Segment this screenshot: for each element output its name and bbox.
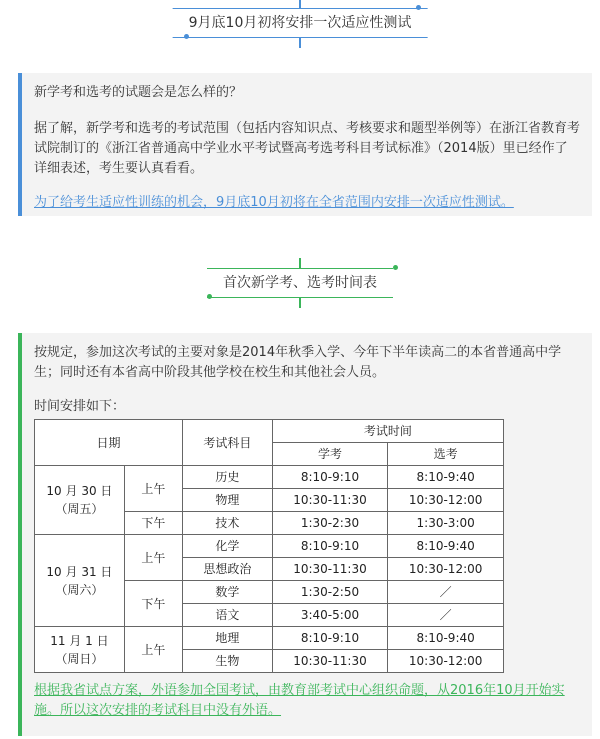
heading-dot — [184, 34, 189, 39]
section-heading-1 — [0, 0, 600, 60]
period-cell: 上午 — [124, 466, 182, 512]
exam-schedule-table — [34, 419, 504, 673]
xuankao-cell: 1:30-3:00 — [388, 512, 504, 535]
section-heading-text: 首次新学考、选考时间表 — [207, 268, 393, 298]
xuekao-cell: 1:30-2:50 — [272, 581, 388, 604]
heading-connector — [299, 38, 301, 48]
period-cell: 上午 — [124, 535, 182, 581]
subject-cell: 思想政治 — [183, 558, 273, 581]
date-cell — [35, 535, 125, 627]
heading-dot — [207, 294, 212, 299]
xuekao-cell: 8:10-9:10 — [272, 627, 388, 650]
xuankao-cell: 8:10-9:40 — [388, 535, 504, 558]
xuekao-cell: 8:10-9:10 — [272, 466, 388, 489]
xuekao-cell: 10:30-11:30 — [272, 650, 388, 673]
xuekao-cell: 10:30-11:30 — [272, 558, 388, 581]
date-line: 11 月 1 日 — [50, 633, 109, 648]
xuankao-cell: 8:10-9:40 — [388, 466, 504, 489]
header-date: 日期 — [35, 420, 183, 466]
question-text: 新学考和选考的试题会是怎么样的？ — [34, 85, 243, 100]
xuankao-cell: ／ — [388, 604, 504, 627]
xuekao-cell: 1:30-2:30 — [272, 512, 388, 535]
subject-cell: 生物 — [183, 650, 273, 673]
xuankao-cell: ／ — [388, 581, 504, 604]
xuekao-cell: 3:40-5:00 — [272, 604, 388, 627]
header-subject: 考试科目 — [183, 420, 273, 466]
heading-connector — [299, 258, 301, 268]
subject-cell: 数学 — [183, 581, 273, 604]
notice-link[interactable]: 为了给考生适应性训练的机会，9月底10月初将在全省范围内安排一次适应性测试。 — [34, 195, 514, 210]
info-panel-1 — [18, 73, 592, 216]
footnote-link[interactable]: 根据我省试点方案，外语参加全国考试，由教育部考试中心组织命题，从2016年10月开始实施。所以这次安排的考试科目中没有外语。 — [34, 683, 565, 718]
period-cell: 下午 — [124, 512, 182, 535]
xuankao-cell: 8:10-9:40 — [388, 627, 504, 650]
xuankao-cell: 10:30-12:00 — [388, 558, 504, 581]
weekday-line: （周六） — [55, 582, 104, 597]
xuankao-cell: 10:30-12:00 — [388, 650, 504, 673]
table-row — [35, 627, 504, 650]
subject-cell: 历史 — [183, 466, 273, 489]
subject-cell: 物理 — [183, 489, 273, 512]
heading-connector — [299, 298, 301, 308]
subject-cell: 语文 — [183, 604, 273, 627]
xuankao-cell: 10:30-12:00 — [388, 489, 504, 512]
body-paragraph: 据了解，新学考和选考的考试范围（包括内容知识点、考核要求和题型举例等）在浙江省教育考试院制订的《浙江省普通高中学业水平考试暨高考选考科目考试标准》（2014版）里已经作了详细表述，考生要认真看看。 — [34, 121, 581, 176]
info-panel-2 — [18, 333, 592, 736]
weekday-line: （周日） — [55, 651, 104, 666]
period-cell: 下午 — [124, 581, 182, 627]
section-heading-text: 9月底10月初将安排一次适应性测试 — [173, 8, 428, 38]
period-cell: 上午 — [124, 627, 182, 673]
weekday-line: （周五） — [55, 502, 104, 516]
subject-cell: 化学 — [183, 535, 273, 558]
xuekao-cell: 10:30-11:30 — [272, 489, 388, 512]
subject-cell: 技术 — [183, 512, 273, 535]
heading-dot — [416, 5, 421, 10]
date-line: 10 月 30 日 — [46, 484, 113, 498]
date-cell — [35, 466, 125, 535]
header-xuankao: 选考 — [388, 443, 504, 466]
date-cell — [35, 627, 125, 673]
schedule-label: 时间安排如下： — [34, 399, 126, 414]
body-paragraph: 按规定，参加这次考试的主要对象是2014年秋季入学、今年下半年读高二的本省普通高中学生；同时还有本省高中阶段其他学校在校生和其他社会人员。 — [34, 345, 562, 380]
date-line: 10 月 31 日 — [46, 564, 113, 579]
table-row — [35, 466, 504, 489]
section-heading-2 — [0, 258, 600, 318]
subject-cell: 地理 — [183, 627, 273, 650]
table-row — [35, 535, 504, 558]
header-xuekao: 学考 — [272, 443, 388, 466]
header-time: 考试时间 — [272, 420, 503, 443]
heading-dot — [393, 265, 398, 270]
xuekao-cell: 8:10-9:10 — [272, 535, 388, 558]
